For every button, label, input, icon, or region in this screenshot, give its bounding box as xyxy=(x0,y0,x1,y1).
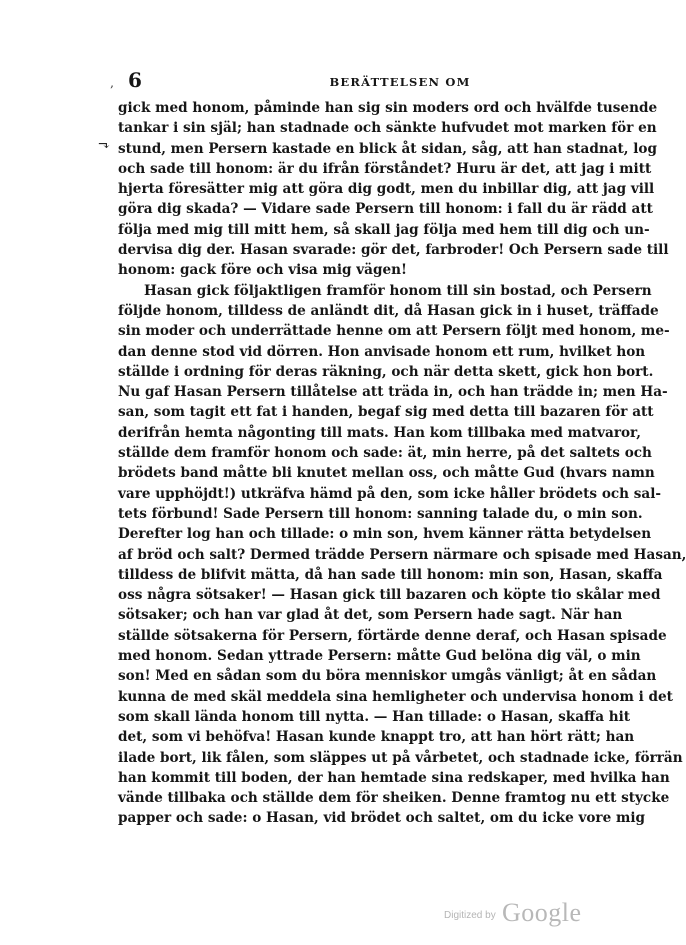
text-line: som skall lända honom till nytta. — Han tillade: o Hasan, skaffa hit xyxy=(118,708,631,725)
text-line: det, som vi behöfva! Hasan kunde knappt tro, att han hört rätt; han xyxy=(118,729,635,746)
text-line: göra dig skada? — Vidare sade Persern till honom: i fall du är rädd att xyxy=(118,201,653,218)
digitized-watermark xyxy=(444,898,614,932)
text-line: Nu gaf Hasan Persern tillåtelse att träda in, och han trädde in; men Ha- xyxy=(118,384,668,401)
text-line: Derefter log han och tillade: o min son, hvem känner rätta betydelsen xyxy=(118,526,652,543)
text-line: sin moder och underrättade henne om att Persern följt med honom, me- xyxy=(118,323,670,340)
text-line: son! Med en sådan som du böra menniskor umgås vänligt; åt en sådan xyxy=(118,668,657,685)
text-line: vände tillbaka och ställde dem för sheiken. Denne framtog nu ett stycke xyxy=(118,790,670,807)
digitized-by-label: Digitized by xyxy=(444,910,496,921)
text-line: följa med mig till mitt hem, så skall jag följa med hem till dig och un- xyxy=(118,221,650,238)
text-line: oss några sötsaker! — Hasan gick till bazaren och köpte tio skålar med xyxy=(118,587,661,604)
text-line: papper och sade: o Hasan, vid brödet och saltet, om du icke vore mig xyxy=(118,810,646,827)
text-line: tets förbund! Sade Persern till honom: sanning talade du, o min son. xyxy=(118,505,643,522)
header-tick-mark: ‚ xyxy=(110,76,114,90)
text-line: kunna de med skäl meddela sina hemligheter och undervisa honom i det xyxy=(118,688,673,705)
text-line: gick med honom, påminde han sig sin moders ord och hvälfde tusende xyxy=(118,100,658,116)
text-line: vare upphöjdt!) utkräfva hämd på den, som icke håller brödets och sal- xyxy=(118,485,662,502)
google-logo: Google xyxy=(502,898,582,927)
text-line: ställde i ordning för deras räkning, och när detta skett, gick hon bort. xyxy=(118,363,654,380)
text-line: dervisa dig der. Hasan svarade: gör det, farbroder! Och Persern sade till xyxy=(118,242,669,259)
text-line: ilade bort, lik fålen, som släppes ut på vårbetet, och stadnade icke, förrän xyxy=(118,749,683,766)
text-line: sötsaker; och han var glad åt det, som Persern hade sagt. När han xyxy=(118,607,623,624)
text-line: hjerta föresätter mig att göra dig godt, men du inbillar dig, att jag vill xyxy=(118,181,655,198)
text-line: stund, men Persern kastade en blick åt sidan, såg, att han stadnat, log xyxy=(118,140,657,157)
text-line: med honom. Sedan yttrade Persern: måtte Gud belöna dig väl, o min xyxy=(118,648,641,665)
running-head: BERÄTTELSEN OM xyxy=(329,75,471,89)
text-line: följde honom, tilldess de anländt dit, då Hasan gick in i huset, träffade xyxy=(118,302,659,319)
text-line: ställde sötsakerna för Persern, förtärde denne deraf, och Hasan spisade xyxy=(118,627,667,644)
text-line: brödets band måtte bli knutet mellan oss, och måtte Gud (hvars namn xyxy=(118,465,655,482)
page-header xyxy=(110,70,630,94)
page-number: 6 xyxy=(128,68,142,92)
text-line: tankar i sin själ; han stadnade och sänkte hufvudet mot marken för en xyxy=(118,120,657,137)
text-line: ställde dem framför honom och sade: ät, min herre, på det saltets och xyxy=(118,445,652,462)
body-text xyxy=(118,98,686,829)
text-line: san, som tagit ett fat i handen, begaf sig med detta till bazaren för att xyxy=(118,404,654,421)
text-line: tilldess de blifvit mätta, då han sade till honom: min son, Hasan, skaffa xyxy=(118,566,663,583)
text-line: dan denne stod vid dörren. Hon anvisade honom ett rum, hvilket hon xyxy=(118,343,646,360)
text-line: af bröd och salt? Dermed trädde Persern närmare och spisade med Hasan, xyxy=(118,546,686,563)
text-line: Hasan gick följaktligen framför honom till sin bostad, och Persern xyxy=(144,282,652,299)
text-line: och sade till honom: är du ifrån förståndet? Huru är det, att jag i mitt xyxy=(118,160,652,177)
text-line: han kommit till boden, der han hemtade sina redskaper, med hvilka han xyxy=(118,769,670,786)
text-line: derifrån hemta någonting till mats. Han kom tillbaka med matvaror, xyxy=(118,424,641,441)
margin-mark-icon: ⬎ xyxy=(98,138,110,154)
text-line: honom: gack före och visa mig vägen! xyxy=(118,262,407,279)
